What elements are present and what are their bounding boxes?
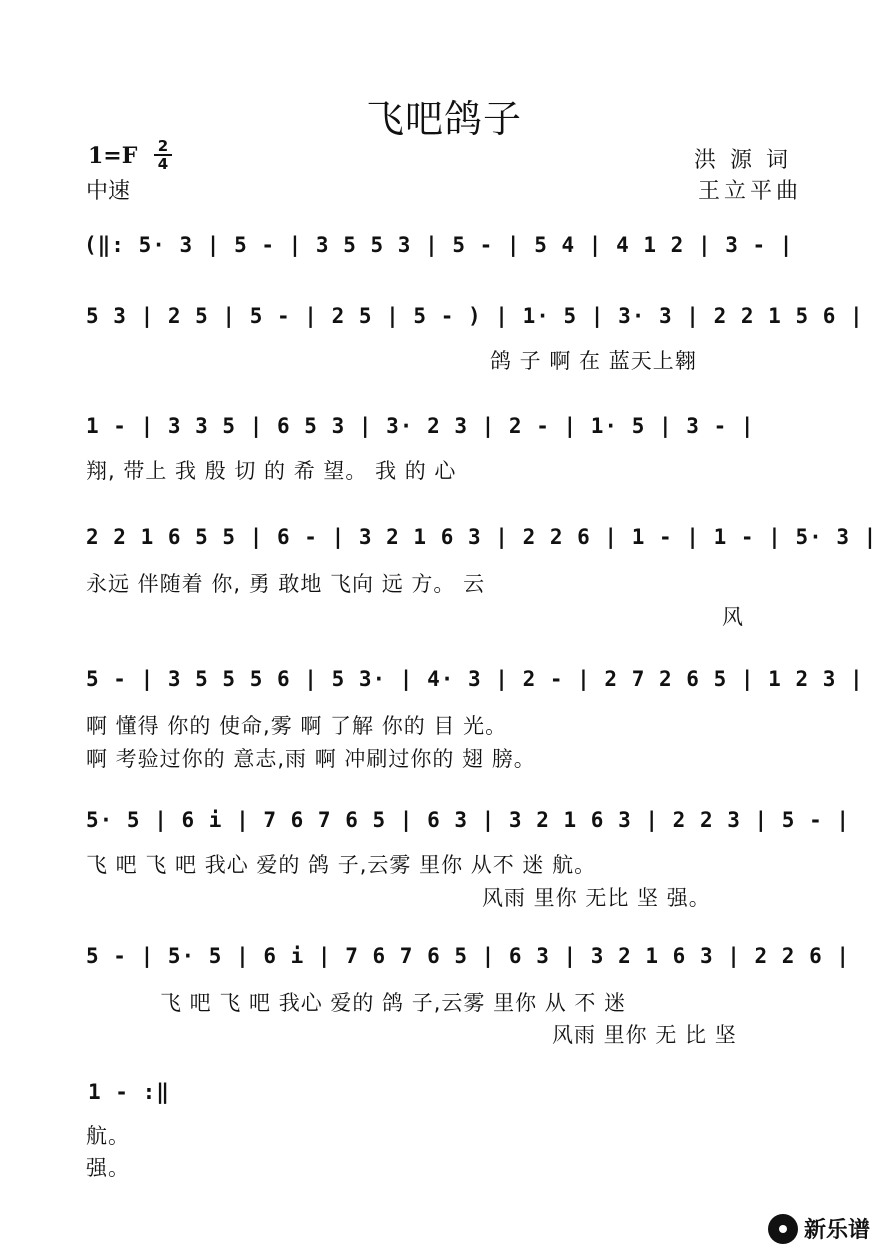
notation-line: 1 - :‖ <box>88 1080 170 1104</box>
time-denominator: 4 <box>157 155 169 173</box>
lyric-line: 风雨 里你 无比 坚 强。 <box>482 886 711 910</box>
lyric-line: 风 <box>722 605 744 629</box>
time-numerator: 2 <box>157 137 169 155</box>
notation-line: 5· 5 | 6 i | 7 6 7 6 5 | 6 3 | 3 2 1 6 3 | 2 2 3 | 5 - | <box>86 808 851 832</box>
lyric-line: 航。 <box>86 1124 130 1148</box>
lyric-line: 翔, 带上 我 殷 切 的 希 望。 我 的 心 <box>86 459 457 483</box>
notation-line: 5 3 | 2 5 | 5 - | 2 5 | 5 - ) | 1· 5 | 3· 3 | 2 2 1 5 6 | <box>86 304 864 328</box>
lyric-line: 飞 吧 飞 吧 我心 爱的 鸽 子,云雾 里你 从不 迷 航。 <box>86 853 597 877</box>
time-signature <box>152 138 174 172</box>
lyric-line: 啊 考验过你的 意志,雨 啊 冲刷过你的 翅 膀。 <box>86 747 536 771</box>
notation-line: 2 2 1 6 5 5 | 6 - | 3 2 1 6 3 | 2 2 6 | 1 - | 1 - | 5· 3 | <box>86 525 878 549</box>
notation-line: 1 - | 3 3 5 | 6 5 3 | 3· 2 3 | 2 - | 1· 5 | 3 - | <box>86 414 755 438</box>
lyric-line: 鸽 子 啊 在 蓝天上翱 <box>490 349 697 373</box>
lyric-line: 风雨 里你 无 比 坚 <box>552 1023 737 1047</box>
key-signature: 1=F <box>88 143 138 169</box>
notation-line: 5 - | 3 5 5 5 6 | 5 3· | 4· 3 | 2 - | 2 7 2 6 5 | 1 2 3 | <box>86 667 864 691</box>
lyric-line: 强。 <box>86 1156 130 1180</box>
logo-text: 新乐谱 <box>803 1218 870 1243</box>
lyric-line: 啊 懂得 你的 使命,雾 啊 了解 你的 目 光。 <box>86 714 508 738</box>
composer-credit: 王立平曲 <box>697 179 802 204</box>
lyric-line: 飞 吧 飞 吧 我心 爱的 鸽 子,云雾 里你 从 不 迷 <box>160 991 627 1015</box>
tempo-marking: 中速 <box>86 179 131 204</box>
lyric-line: 永远 伴随着 你, 勇 敢地 飞向 远 方。 云 <box>86 572 486 596</box>
lyricist-credit: 洪源词 <box>693 148 802 173</box>
notation-line: (‖: 5· 3 | 5 - | 3 5 5 3 | 5 - | 5 4 | 4 1 2 | 3 - | <box>84 233 794 257</box>
site-logo <box>768 1213 870 1244</box>
vinyl-disc-icon <box>768 1214 798 1244</box>
notation-line: 5 - | 5· 5 | 6 i | 7 6 7 6 5 | 6 3 | 3 2 1 6 3 | 2 2 6 | <box>86 944 851 968</box>
page-title: 飞吧鸽子 <box>365 97 522 141</box>
